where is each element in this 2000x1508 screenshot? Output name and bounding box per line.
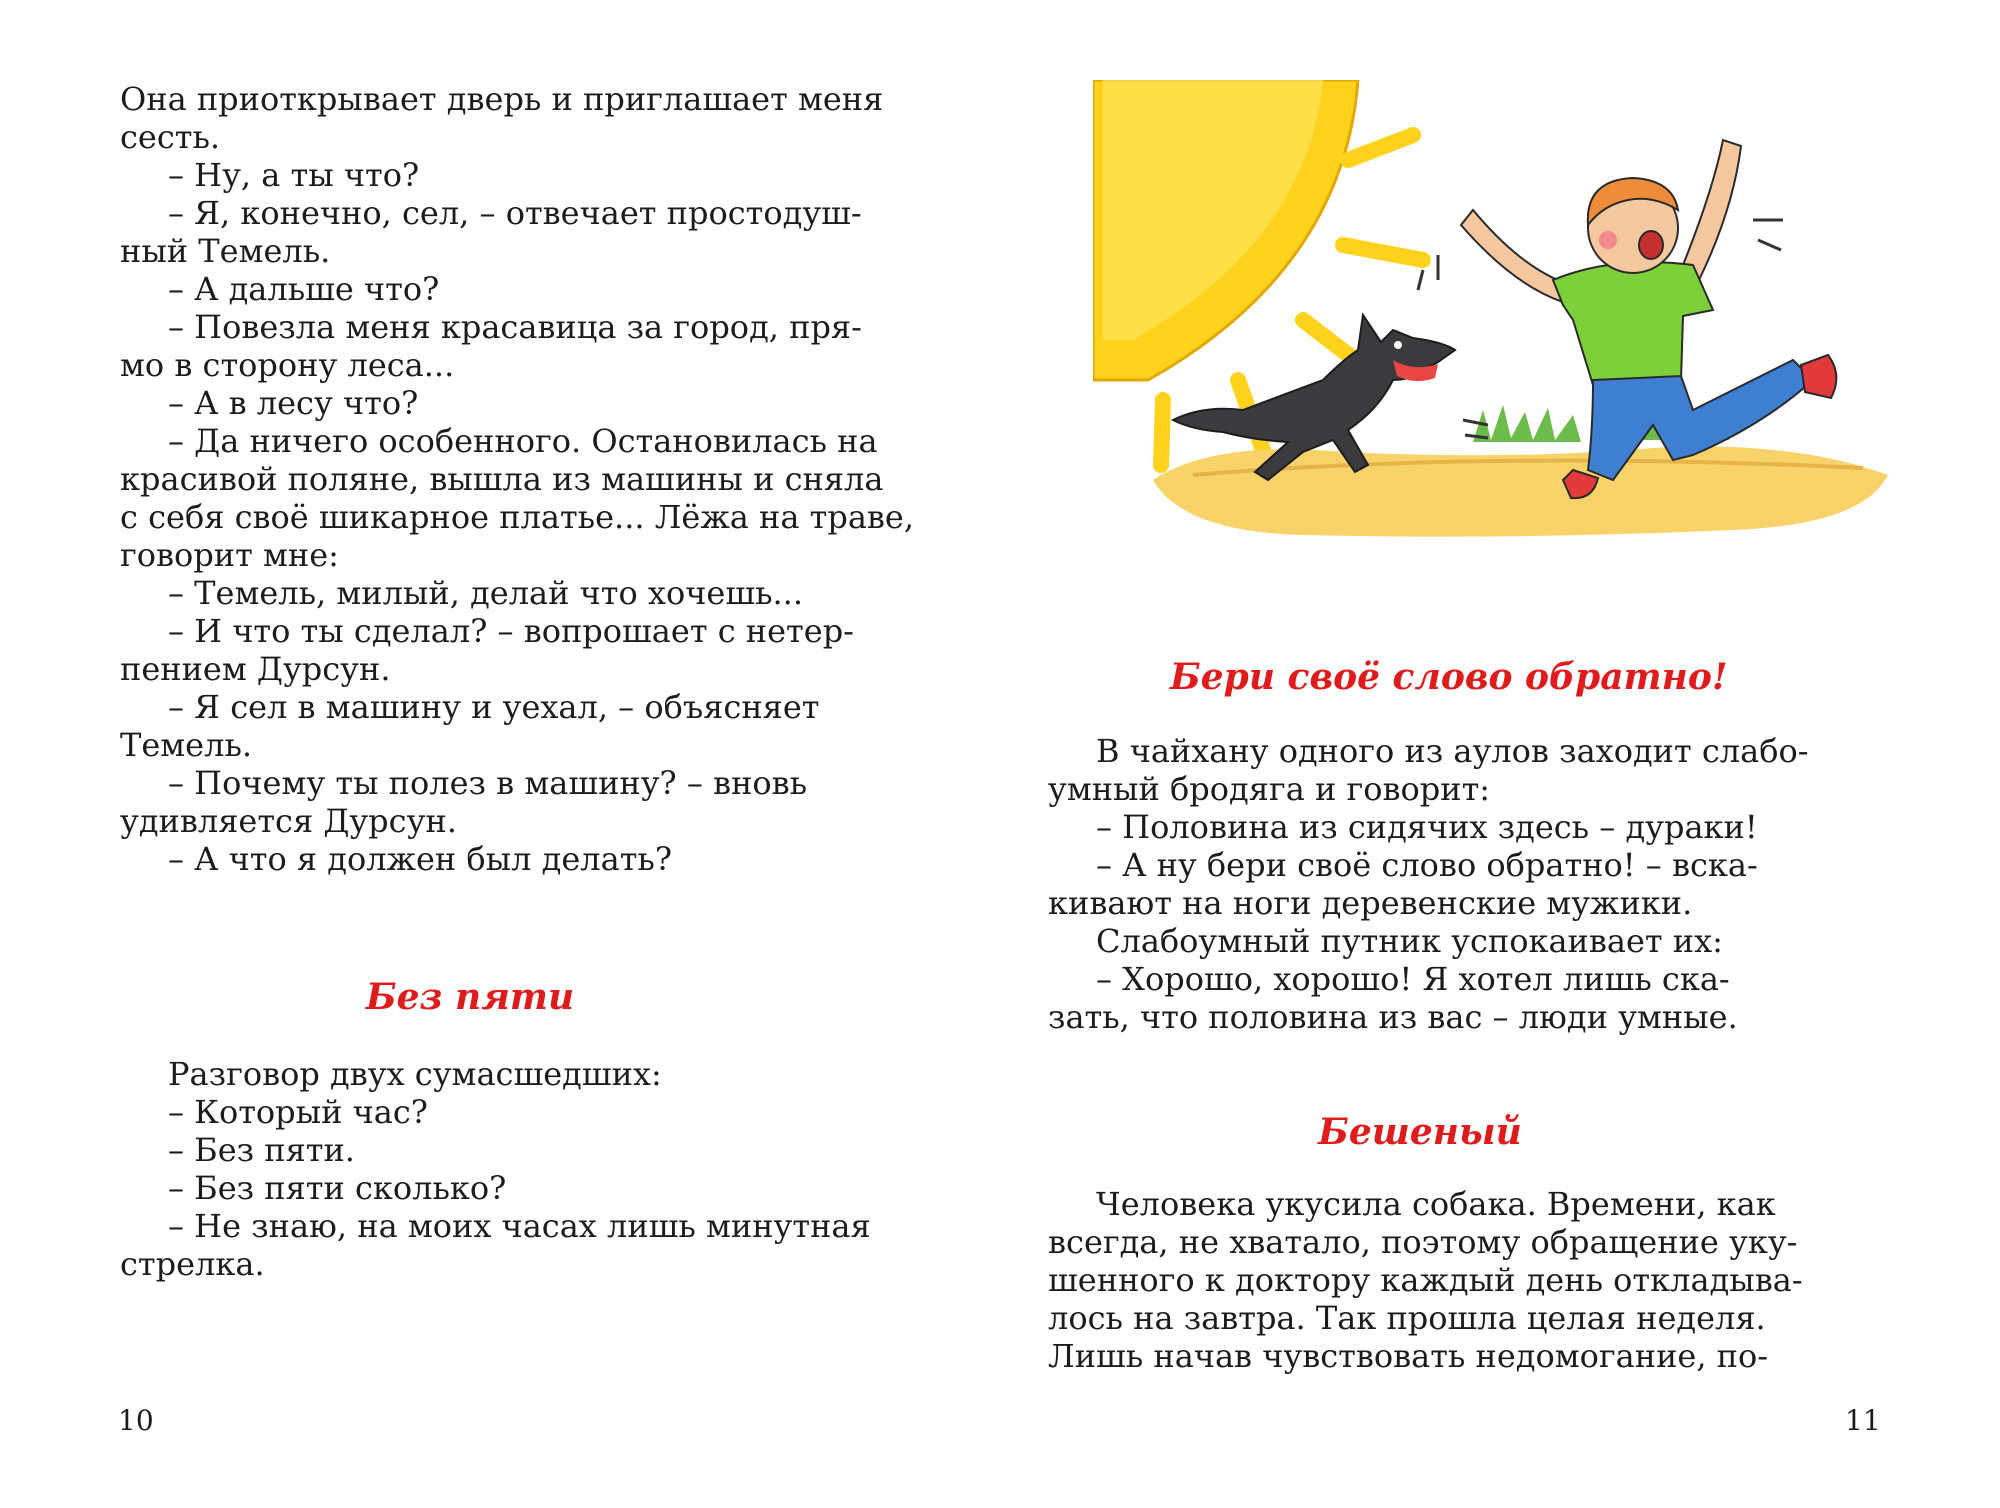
text-line: – А в лесу что? xyxy=(168,384,419,422)
text-line: Человека укусила собака. Времени, как xyxy=(1096,1185,1776,1223)
text-line: – Я сел в машину и уехал, – объясняет xyxy=(168,688,820,726)
text-line: с себя своё шикарное платье... Лёжа на траве, xyxy=(120,498,915,536)
right-page xyxy=(1000,0,2000,1508)
text-line: красивой поляне, вышла из машины и сняла xyxy=(120,460,884,498)
text-line: ный Темель. xyxy=(120,232,331,270)
text-line: – Без пяти. xyxy=(168,1131,355,1169)
text-line: – Темель, милый, делай что хочешь... xyxy=(168,574,803,612)
text-line: – Который час? xyxy=(168,1093,428,1131)
text-line: кивают на ноги деревенские мужики. xyxy=(1048,884,1693,922)
text-line: – А дальше что? xyxy=(168,270,440,308)
text-line: В чайхану одного из аулов заходит слабо- xyxy=(1096,732,1809,770)
text-line: – Да ничего особенного. Остановилась на xyxy=(168,422,878,460)
text-line: – А что я должен был делать? xyxy=(168,840,672,878)
text-line: – Не знаю, на моих часах лишь минутная xyxy=(168,1207,871,1245)
page-number: 10 xyxy=(118,1404,154,1437)
text-line: Темель. xyxy=(120,726,253,764)
text-line: – Почему ты полез в машину? – вновь xyxy=(168,764,808,802)
text-line: – А ну бери своё слово обратно! – вска- xyxy=(1096,846,1758,884)
text-line: сесть. xyxy=(120,118,221,156)
text-line: мо в сторону леса... xyxy=(120,346,455,384)
text-line: – Половина из сидячих здесь – дураки! xyxy=(1096,808,1758,846)
boy xyxy=(1461,140,1836,498)
boy-and-dog-illustration xyxy=(1093,80,1893,580)
text-line: Разговор двух сумасшедших: xyxy=(168,1055,662,1093)
text-line: лось на завтра. Так прошла целая неделя. xyxy=(1048,1299,1766,1337)
text-line: – И что ты сделал? – вопрошает с нетер- xyxy=(168,612,854,650)
text-line: – Повезла меня красавица за город, пря- xyxy=(168,308,862,346)
text-line: пением Дурсун. xyxy=(120,650,391,688)
text-line: всегда, не хватало, поэтому обращение уку- xyxy=(1048,1223,1798,1261)
section-heading: Бешеный xyxy=(1318,1111,1522,1153)
text-line: Лишь начав чувствовать недомогание, по- xyxy=(1048,1337,1769,1375)
text-line: – Я, конечно, сел, – отвечает простодуш- xyxy=(168,194,862,232)
text-line: – Без пяти сколько? xyxy=(168,1169,507,1207)
page-number: 11 xyxy=(1845,1404,1881,1437)
text-line: удивляется Дурсун. xyxy=(120,802,457,840)
section-heading: Без пяти xyxy=(365,976,575,1018)
text-line: – Ну, а ты что? xyxy=(168,156,420,194)
text-line: Слабоумный путник успокаивает их: xyxy=(1096,922,1723,960)
text-line: стрелка. xyxy=(120,1245,265,1283)
text-line: – Хорошо, хорошо! Я хотел лишь ска- xyxy=(1096,960,1730,998)
text-line: говорит мне: xyxy=(120,536,339,574)
section-heading: Бери своё слово обратно! xyxy=(1170,656,1728,698)
text-line: умный бродяга и говорит: xyxy=(1048,770,1491,808)
text-line: зать, что половина из вас – люди умные. xyxy=(1048,998,1738,1036)
text-line: Она приоткрывает дверь и приглашает меня xyxy=(120,80,884,118)
text-line: шенного к доктору каждый день откладыва- xyxy=(1048,1261,1803,1299)
